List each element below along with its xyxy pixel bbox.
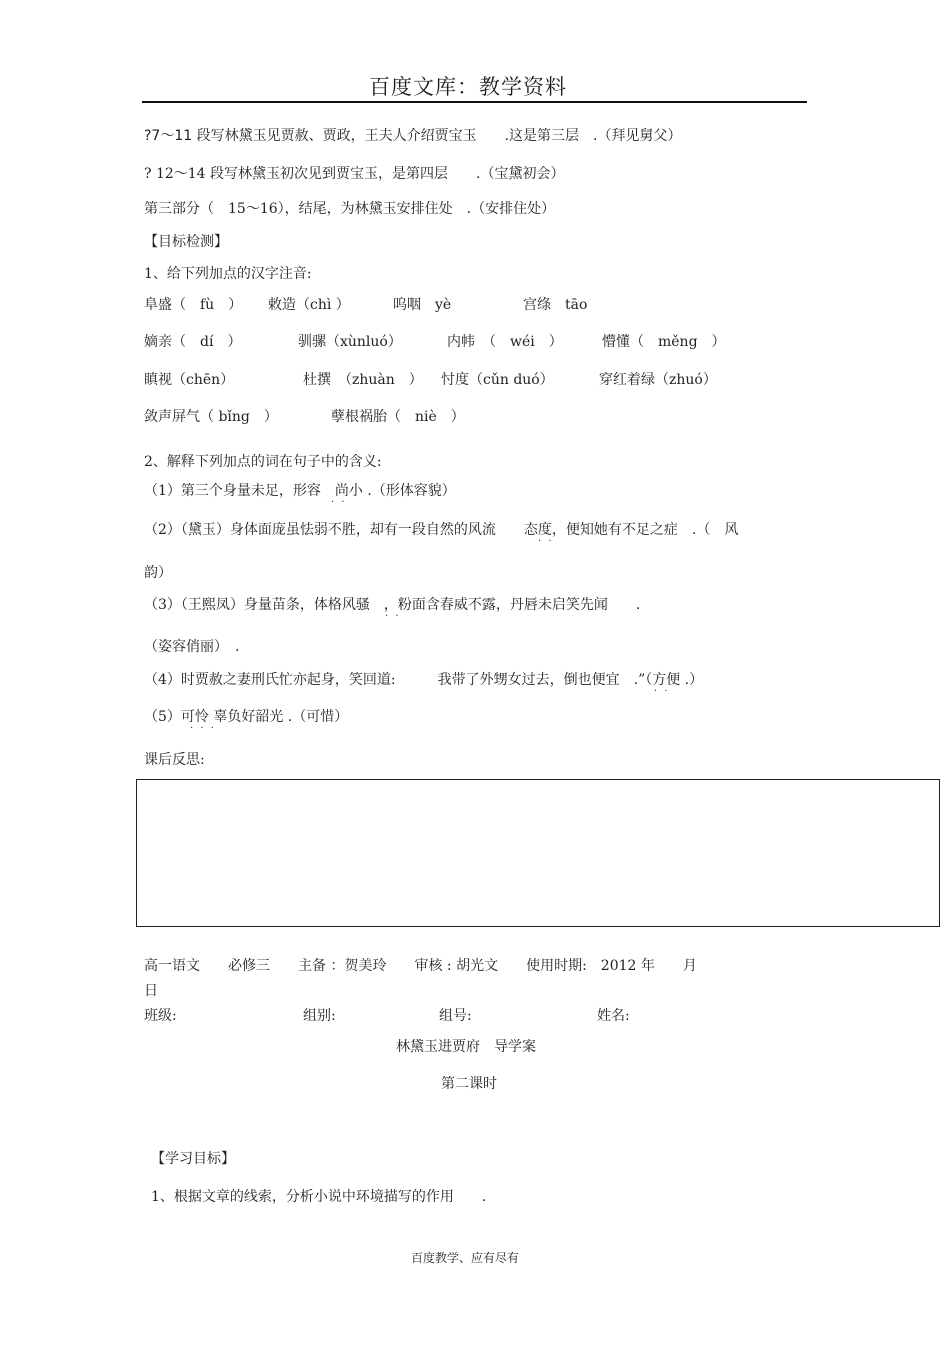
q2-item-2: （2）（黛玉）身体面庞虽怯弱不胜，却有一段自然的风流 态度，便知她有不足之症 .（ 风 bbox=[144, 522, 739, 538]
group-label: 组别: bbox=[303, 1008, 336, 1024]
pinyin-item: 孽根祸胎（ niè ） bbox=[331, 409, 465, 425]
emphasis-dots: · · · bbox=[190, 723, 216, 734]
pinyin-item: 瞋视（chēn） bbox=[144, 372, 235, 388]
q2-item-2-cont: 韵） bbox=[144, 565, 172, 581]
structure-line-3: 第三部分（ 15～16），结尾，为林黛玉安排住处 .（安排住处） bbox=[144, 201, 556, 217]
reflection-box[interactable] bbox=[136, 779, 940, 927]
header-rule bbox=[142, 101, 807, 103]
reflection-label: 课后反思: bbox=[144, 752, 205, 768]
learning-goals-heading: 【学习目标】 bbox=[151, 1151, 235, 1167]
lesson-info-line-2: 日 bbox=[144, 983, 158, 999]
lesson-info-line: 高一语文 必修三 主备 ：贺美玲 审核 : 胡光文 使用时期: 2012 年 月 bbox=[144, 958, 697, 974]
pinyin-item: 宫绦 tāo bbox=[523, 297, 588, 313]
lesson-subtitle: 第二课时 bbox=[441, 1076, 497, 1092]
pinyin-item: 穿红着绿（zhuó） bbox=[599, 372, 717, 388]
pinyin-item: 嫡亲（ dí ） bbox=[144, 334, 242, 350]
emphasis-dots: · · bbox=[385, 611, 401, 622]
goal-check-heading: 【目标检测】 bbox=[144, 234, 228, 250]
q2-heading: 2、解释下列加点的词在句子中的含义: bbox=[144, 454, 382, 470]
q2-item-5: （5）可怜 辜负好韶光 .（可惜） bbox=[144, 709, 349, 725]
pinyin-item: 懵懂（ měng ） bbox=[602, 334, 726, 350]
structure-line-1: ?7～11 段写林黛玉见贾赦、贾政，王夫人介绍贾宝玉 .这是第三层 .（拜见舅父） bbox=[144, 128, 682, 144]
pinyin-item: 杜撰 （zhuàn ） bbox=[303, 372, 423, 388]
pinyin-item: 敛声屏气（ bǐng ） bbox=[144, 409, 278, 425]
emphasis-dots: · · bbox=[538, 536, 554, 547]
pinyin-item: 呜咽 yè bbox=[393, 297, 452, 313]
lesson-title: 林黛玉进贾府 导学案 bbox=[396, 1039, 536, 1055]
q1-heading: 1、给下列加点的汉字注音: bbox=[144, 266, 312, 282]
pinyin-item: 忖度（cǔn duó） bbox=[441, 372, 554, 388]
q2-item-3: （3）（王熙凤）身量苗条，体格风骚 ，粉面含春威不露，丹唇未启笑先闻 . bbox=[144, 597, 641, 613]
emphasis-dots: · · bbox=[654, 686, 670, 697]
pinyin-item: 驯骡（xùnluó） bbox=[298, 334, 402, 350]
group-no-label: 组号: bbox=[439, 1008, 472, 1024]
q2-item-1: （1）第三个身量未足，形容 尚小 .（形体容貌） bbox=[144, 483, 456, 499]
learning-goal-1: 1、根据文章的线索，分析小说中环境描写的作用 . bbox=[151, 1189, 487, 1205]
class-label: 班级: bbox=[144, 1008, 177, 1024]
emphasis-dots: · · bbox=[331, 497, 347, 508]
q2-item-3-cont: （姿容俏丽） . bbox=[144, 639, 240, 655]
pinyin-item: 阜盛（ fù ） bbox=[144, 297, 243, 313]
page-header-title: 百度文库：教学资料 bbox=[369, 75, 567, 99]
page-footer: 百度教学、应有尽有 bbox=[411, 1251, 520, 1265]
pinyin-item: 敕造（chì ） bbox=[268, 297, 350, 313]
name-label: 姓名: bbox=[597, 1008, 630, 1024]
q2-item-4: （4）时贾赦之妻刑氏忙亦起身，笑回道: 我带了外甥女过去，倒也便宜 .”（方便 .） bbox=[144, 672, 704, 688]
structure-line-2: ? 12～14 段写林黛玉初次见到贾宝玉，是第四层 .（宝黛初会） bbox=[144, 166, 565, 182]
pinyin-item: 内帏 （ wéi ） bbox=[447, 334, 563, 350]
